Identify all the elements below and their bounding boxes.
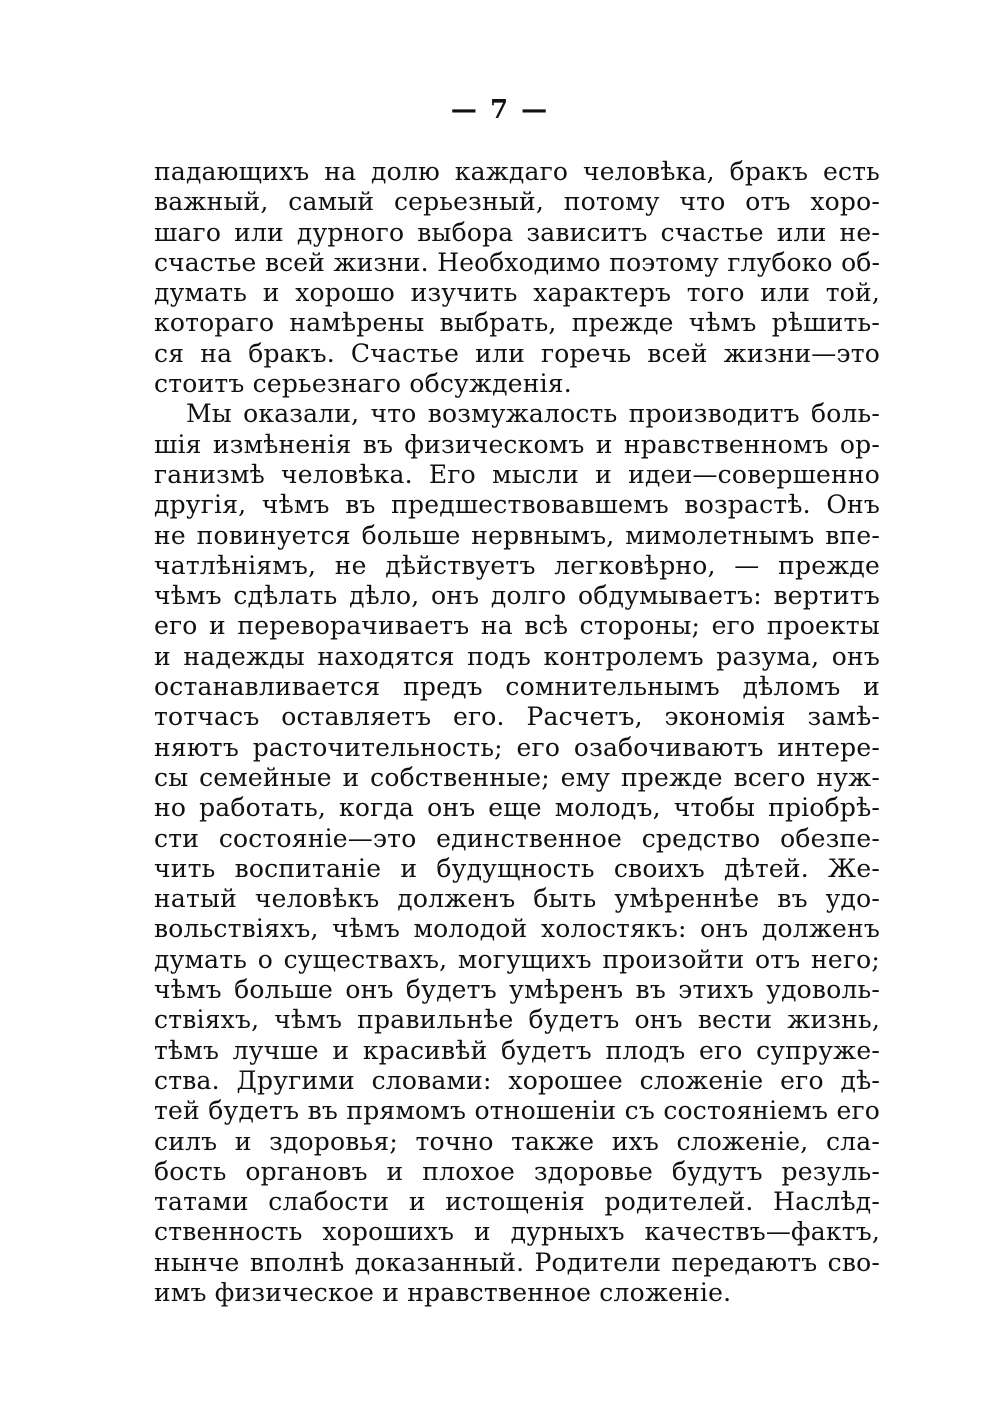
text-line: тѣмъ лучше и красивѣй будетъ плодъ его супруже-: [154, 1035, 880, 1065]
paragraph-first-line: Мы оказали, что возмужалость производитъ боль-: [186, 399, 880, 429]
text-line: ся на бракъ. Счастье или горечь всей жизни—это: [154, 338, 880, 368]
text-line: чить воспитаніе и будущность своихъ дѣтей. Же-: [154, 853, 880, 883]
text-line: чатлѣніямъ, не дѣйствуетъ легковѣрно, — прежде: [154, 550, 880, 580]
text-line: натый человѣкъ долженъ быть умѣреннѣе въ удо-: [154, 884, 880, 914]
text-line: думать и хорошо изучить характеръ того или той,: [154, 278, 880, 308]
text-line: останавливается предъ сомнительнымъ дѣломъ и: [154, 672, 880, 702]
text-line: шаго или дурного выбора зависитъ счастье или не-: [154, 217, 880, 247]
text-line: сы семейные и собственные; ему прежде всего нуж-: [154, 762, 880, 792]
text-line: и надежды находятся подъ контролемъ разума, онъ: [154, 641, 880, 671]
text-line: тей будетъ въ прямомъ отношеніи съ состояніемъ его: [154, 1096, 880, 1126]
text-line: другія, чѣмъ въ предшествовавшемъ возрастѣ. Онъ: [154, 490, 880, 520]
text-line: сти состояніе—это единственное средство обезпе-: [154, 823, 880, 853]
text-line: падающихъ на долю каждаго человѣка, бракъ есть: [154, 157, 880, 186]
text-line: шія измѣненія въ физическомъ и нравственномъ ор-: [154, 429, 880, 459]
text-line: бость органовъ и плохое здоровье будутъ резуль-: [154, 1156, 880, 1186]
text-line: няютъ расточительность; его озабочиваютъ интере-: [154, 732, 880, 762]
text-line: ствіяхъ, чѣмъ правильнѣе будетъ онъ вести жизнь,: [154, 1005, 880, 1035]
text-line: важный, самый серьезный, потому что отъ хоро-: [154, 187, 880, 217]
text-line: нынче вполнѣ доказанный. Родители передаютъ сво-: [154, 1247, 880, 1277]
text-line: ственность хорошихъ и дурныхъ качествъ—фактъ,: [154, 1217, 880, 1247]
text-line: ганизмѣ человѣка. Его мысли и идеи—совершенно: [154, 459, 880, 489]
page-number: — 7 —: [450, 95, 550, 125]
text-line: силъ и здоровья; точно также ихъ сложеніе, сла-: [154, 1126, 880, 1156]
text-line: не повинуется больше нервнымъ, мимолетнымъ впе-: [154, 520, 880, 550]
text-line: ства. Другими словами: хорошее сложеніе его дѣ-: [154, 1065, 880, 1095]
text-line: его и переворачиваетъ на всѣ стороны; его проекты: [154, 611, 880, 641]
text-line: тотчасъ оставляетъ его. Расчетъ, экономія замѣ-: [154, 702, 880, 732]
text-line: вольствіяхъ, чѣмъ молодой холостякъ: онъ долженъ: [154, 914, 880, 944]
text-line: чѣмъ больше онъ будетъ умѣренъ въ этихъ удоволь-: [154, 975, 880, 1005]
text-line: счастье всей жизни. Необходимо поэтому глубоко об-: [154, 247, 880, 277]
text-line: чѣмъ сдѣлать дѣло, онъ долго обдумываетъ: вертитъ: [154, 581, 880, 611]
text-line: стоитъ серьезнаго обсужденія.: [154, 369, 572, 399]
text-line: имъ физическое и нравственное сложеніе.: [154, 1277, 732, 1307]
body-text: [154, 157, 880, 1308]
text-line: котораго намѣрены выбрать, прежде чѣмъ рѣшить-: [154, 308, 880, 338]
text-line: думать о существахъ, могущихъ произойти отъ него;: [154, 944, 880, 974]
text-line: но работать, когда онъ еще молодъ, чтобы пріобрѣ-: [154, 793, 880, 823]
text-line: татами слабости и истощенія родителей. Наслѣд-: [154, 1187, 880, 1217]
